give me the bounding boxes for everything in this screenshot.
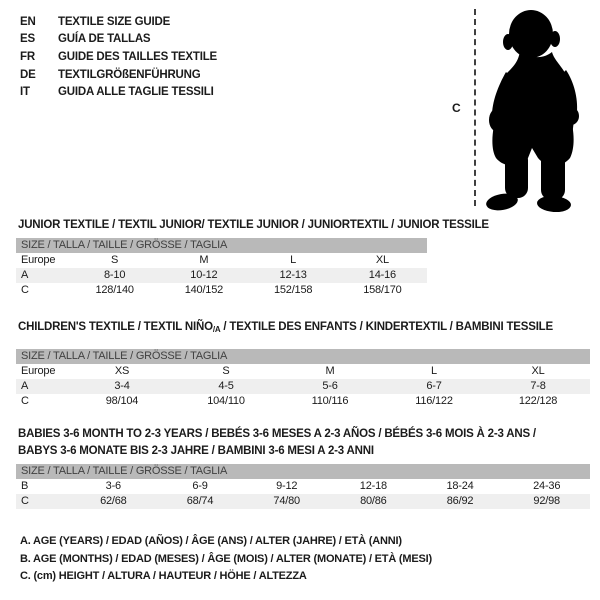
value-cell: 80/86 xyxy=(360,495,387,507)
table-row-age-months xyxy=(16,479,590,494)
language-code: FR xyxy=(20,50,35,63)
value-cell: 12-13 xyxy=(279,269,307,281)
value-cell: 3-4 xyxy=(114,380,130,392)
language-row-fr xyxy=(20,48,217,66)
value-cell: 158/170 xyxy=(363,284,402,296)
value-cell: 14-16 xyxy=(368,269,396,281)
table-row-europe xyxy=(16,253,427,268)
language-row-it xyxy=(20,83,217,101)
row-label: C xyxy=(21,395,29,407)
children-section-title xyxy=(18,319,553,338)
language-row-en xyxy=(20,13,217,31)
value-cell: 98/104 xyxy=(105,395,139,407)
size-cell: M xyxy=(199,254,209,266)
legend-line-b: B. AGE (MONTHS) / EDAD (MESES) / ÂGE (MOIS) / ALTER (MONATE) / ETÀ (MESI) xyxy=(20,552,432,565)
row-label: C xyxy=(21,284,29,296)
language-code: EN xyxy=(20,15,36,28)
babies-title-line1: BABIES 3-6 MONTH TO 2-3 YEARS / BEBÉS 3-6 MESES A 2-3 AÑOS / BÉBÉS 3-6 MOIS À 2-3 ANS / xyxy=(18,428,536,440)
height-measure-dashed-line xyxy=(474,9,476,206)
value-cell: 24-36 xyxy=(533,480,561,492)
row-label: B xyxy=(21,480,29,492)
size-cell: L xyxy=(431,365,437,377)
legend xyxy=(20,535,432,588)
value-cell: 9-12 xyxy=(276,480,298,492)
row-label: Europe xyxy=(21,365,56,377)
size-cell: M xyxy=(325,365,335,377)
junior-section-title: JUNIOR TEXTILE / TEXTIL JUNIOR/ TEXTILE JUNIOR / JUNIORTEXTIL / JUNIOR TESSILE xyxy=(18,219,489,231)
size-cell: S xyxy=(111,254,119,266)
size-cell: S xyxy=(222,365,230,377)
language-label: GUÍA DE TALLAS xyxy=(58,33,151,46)
language-code: DE xyxy=(20,68,36,81)
value-cell: 4-5 xyxy=(218,380,234,392)
size-header-bar: SIZE / TALLA / TAILLE / GRÖSSE / TAGLIA xyxy=(16,238,427,253)
row-label: A xyxy=(21,269,29,281)
title-text: / TEXTILE DES ENFANTS / KINDERTEXTIL / BAMBINI TESSILE xyxy=(220,321,553,333)
value-cell: 140/152 xyxy=(184,284,224,296)
value-cell: 3-6 xyxy=(105,480,121,492)
value-cell: 6-9 xyxy=(192,480,208,492)
table-row-age xyxy=(16,379,590,394)
value-cell: 62/68 xyxy=(100,495,127,507)
value-cell: 68/74 xyxy=(186,495,214,507)
value-cell: 128/140 xyxy=(95,284,134,296)
value-cell: 122/128 xyxy=(518,395,558,407)
value-cell: 8-10 xyxy=(104,269,126,281)
value-cell: 6-7 xyxy=(426,380,442,392)
baby-silhouette-icon xyxy=(484,6,598,212)
children-size-table xyxy=(16,349,590,409)
language-row-es xyxy=(20,31,217,49)
title-text: CHILDREN'S TEXTILE / TEXTIL NIÑO xyxy=(18,321,213,333)
value-cell: 110/116 xyxy=(311,395,349,407)
legend-line-a: A. AGE (YEARS) / EDAD (AÑOS) / ÂGE (ANS) / ALTER (JAHRE) / ETÀ (ANNI) xyxy=(20,535,402,547)
value-cell: 10-12 xyxy=(190,269,218,281)
language-label: TEXTILE SIZE GUIDE xyxy=(58,15,171,28)
size-cell: XS xyxy=(114,365,130,377)
size-header-bar: SIZE / TALLA / TAILLE / GRÖSSE / TAGLIA xyxy=(16,349,590,364)
size-cell: L xyxy=(290,254,297,266)
size-cell: XL xyxy=(375,254,389,266)
value-cell: 152/158 xyxy=(273,284,313,296)
table-row-height xyxy=(16,494,590,509)
value-cell: 116/122 xyxy=(415,395,453,407)
babies-size-table xyxy=(16,464,590,509)
language-label: GUIDA ALLE TAGLIE TESSILI xyxy=(58,86,214,99)
height-measure-label: C xyxy=(452,101,461,115)
table-row-height xyxy=(16,394,590,409)
value-cell: 12-18 xyxy=(359,480,387,492)
value-cell: 92/98 xyxy=(533,495,560,507)
value-cell: 5-6 xyxy=(322,380,338,392)
language-label: TEXTILGRÖßENFÜHRUNG xyxy=(58,68,201,81)
junior-size-table xyxy=(16,238,427,298)
row-label: A xyxy=(21,380,29,392)
title-subscript: /A xyxy=(212,325,221,334)
language-label: GUIDE DES TAILLES TEXTILE xyxy=(58,50,217,63)
row-label: Europe xyxy=(21,254,56,266)
language-row-de xyxy=(20,66,217,84)
value-cell: 74/80 xyxy=(273,495,300,507)
size-header-bar: SIZE / TALLA / TAILLE / GRÖSSE / TAGLIA xyxy=(16,464,590,479)
language-code: ES xyxy=(20,33,35,46)
value-cell: 18-24 xyxy=(446,480,474,492)
value-cell: 86/92 xyxy=(446,495,474,507)
table-row-europe xyxy=(16,364,590,379)
babies-section-title xyxy=(18,426,536,460)
table-row-age xyxy=(16,268,427,283)
value-cell: 7-8 xyxy=(530,380,546,392)
table-row-height xyxy=(16,283,427,298)
babies-title-line2: BABYS 3-6 MONATE BIS 2-3 JAHRE / BAMBINI 3-6 MESI A 2-3 ANNI xyxy=(18,445,374,457)
language-code: IT xyxy=(20,86,30,99)
language-guide xyxy=(20,13,217,101)
legend-line-c: C. (cm) HEIGHT / ALTURA / HAUTEUR / HÖHE / ALTEZZA xyxy=(20,570,307,583)
size-cell: XL xyxy=(531,365,545,377)
row-label: C xyxy=(21,495,29,507)
value-cell: 104/110 xyxy=(207,395,245,407)
